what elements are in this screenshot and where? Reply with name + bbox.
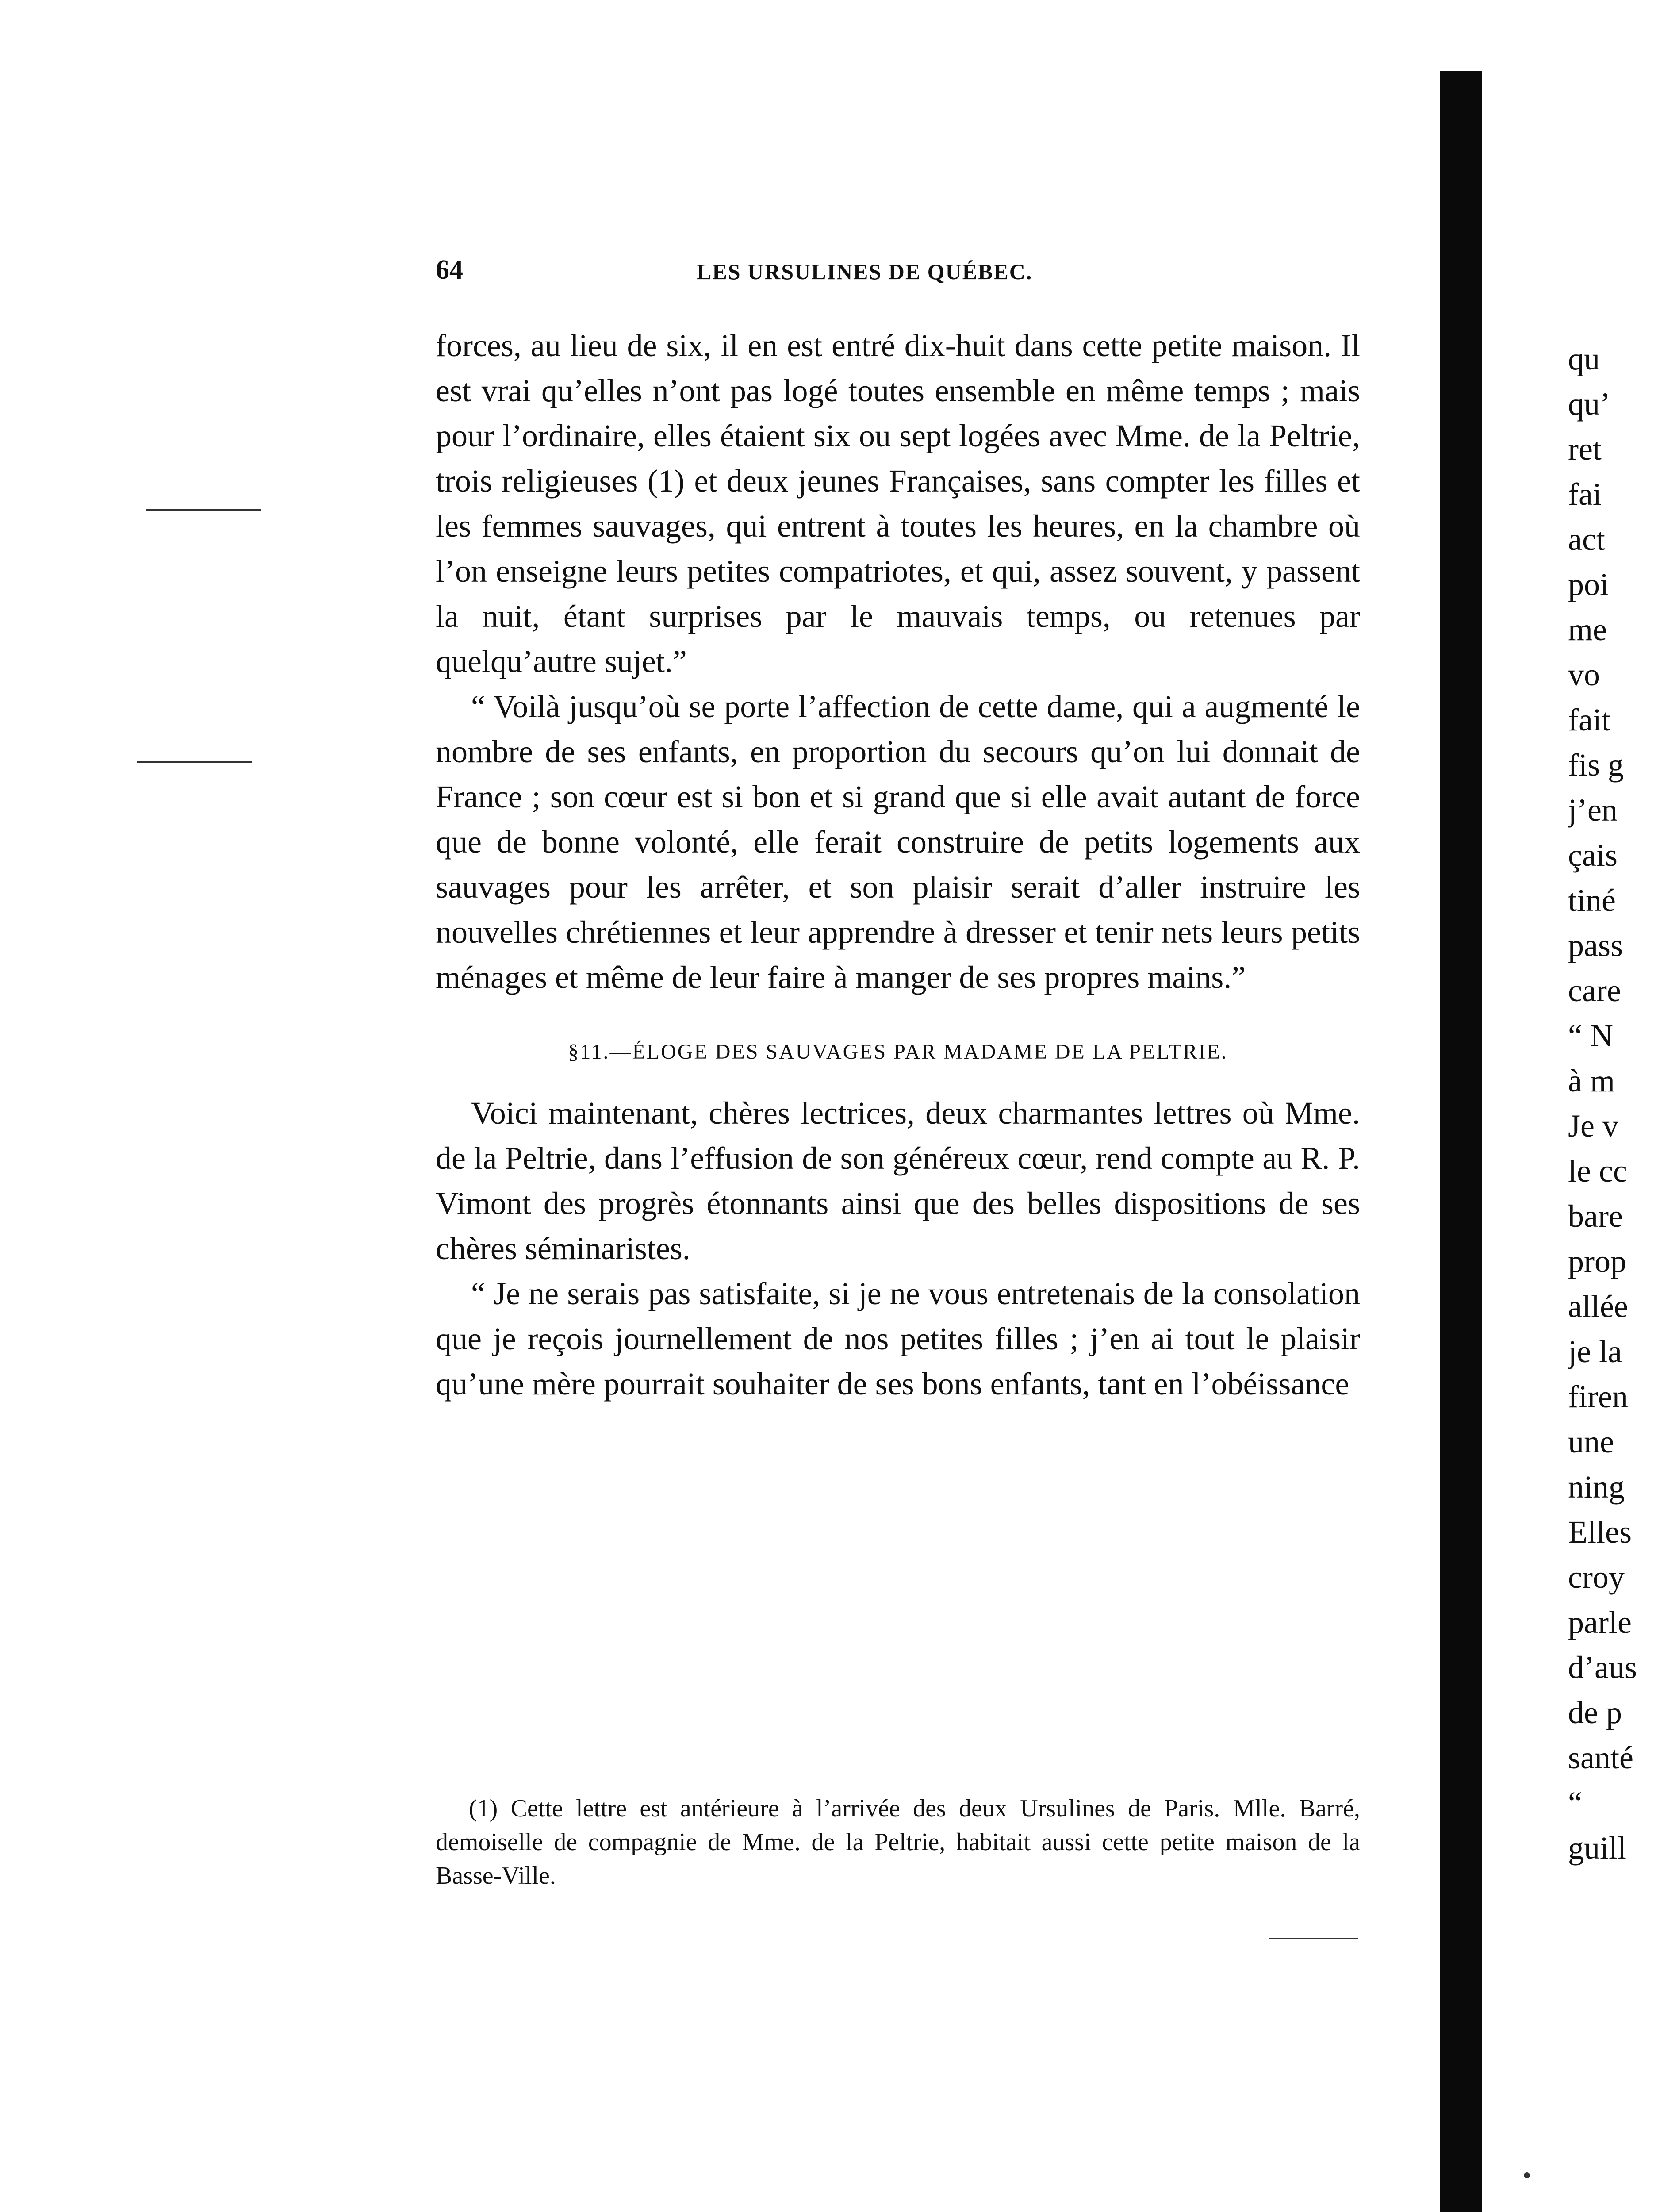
facing-page-line: fis g: [1568, 747, 1624, 783]
facing-page-line: fait: [1568, 702, 1610, 737]
scan-speck: [1524, 2172, 1530, 2178]
facing-page-line: j’en: [1568, 792, 1618, 828]
facing-page-line: une: [1568, 1424, 1614, 1459]
facing-page-line: croy: [1568, 1559, 1625, 1595]
footnote: [436, 1792, 1360, 1893]
facing-page-line: firen: [1568, 1379, 1628, 1414]
facing-page-line: Elles: [1568, 1514, 1632, 1550]
paragraph-3: Voici maintenant, chères lectrices, deux charmantes lettres où Mme. de la Peltrie, dans l’effusion de son généreux cœur, rend compte au R. P. Vimont des progrès étonnants ainsi que des belles dispositions de ses chères séminaristes.: [436, 1095, 1360, 1266]
facing-page-line: prop: [1568, 1244, 1626, 1279]
facing-page-line: tiné: [1568, 883, 1616, 918]
running-head: [436, 254, 1360, 294]
facing-page-line: guill: [1568, 1830, 1627, 1866]
facing-page-line: me: [1568, 612, 1607, 647]
facing-page-line: qu’: [1568, 386, 1610, 422]
facing-page-line: santé: [1568, 1740, 1633, 1775]
scan-speck: [137, 761, 252, 763]
facing-page-line: çais: [1568, 837, 1618, 873]
facing-page-line: “: [1568, 1785, 1582, 1820]
facing-page-line: je la: [1568, 1334, 1622, 1369]
paragraph-4: “ Je ne serais pas satisfaite, si je ne vous entretenais de la consolation que je reçois journellement de nos petites filles ; j’en ai tout le plaisir qu’une mère pourrait souhaiter de ses bons enfants, tant en l’obéissance: [436, 1276, 1360, 1402]
facing-page-line: allée: [1568, 1289, 1628, 1324]
paragraph-2: “ Voilà jusqu’où se porte l’affection de cette dame, qui a augmenté le nombre de ses enfants, en proportion du secours qu’on lui donnait de France ; son cœur est si bon et si grand que si elle avait autant de force que de bonne volonté, elle ferait construire de petits logements aux sauvages pour les arrêter, et son plaisir serait d’aller instruire les nouvelles chrétiennes et leur apprendre à dresser et tenir nets leurs petits ménages et même de leur faire à manger de ses propres mains.”: [436, 689, 1360, 995]
facing-page-line: ret: [1568, 431, 1602, 467]
facing-page-line: “ N: [1568, 1018, 1613, 1053]
facing-page-line: fai: [1568, 476, 1602, 512]
paragraph-1: forces, au lieu de six, il en est entré dix-huit dans cette petite maison. Il est vrai qu’elles n’ont pas logé toutes ensemble en même temps ; mais pour l’ordinaire, elles étaient six ou sept logées avec Mme. de la Peltrie, trois religieuses (1) et deux jeunes Françaises, sans compter les filles et les femmes sauvages, qui entrent à toutes les heures, en la chambre où l’on enseigne leurs petites compatriotes, et qui, assez souvent, y passent la nuit, étant surprises par le mauvais temps, ou retenues par quelqu’autre sujet.”: [436, 328, 1360, 679]
facing-page-line: bare: [1568, 1198, 1623, 1234]
section-heading: [436, 1040, 1360, 1064]
facing-page-line: à m: [1568, 1063, 1615, 1098]
facing-page-line: qu: [1568, 341, 1600, 376]
facing-page-line: poi: [1568, 567, 1609, 602]
scan-speck: [1269, 1938, 1358, 1939]
facing-page-line: parle: [1568, 1605, 1632, 1640]
facing-page-line: act: [1568, 522, 1605, 557]
main-text-block: [436, 323, 1360, 1406]
facing-page-line: ning: [1568, 1469, 1625, 1505]
facing-page-line: Je v: [1568, 1108, 1618, 1144]
section-title: ÉLOGE DES SAUVAGES PAR MADAME DE LA PELTRIE.: [632, 1040, 1228, 1064]
book-gutter-shadow: [1440, 71, 1482, 2212]
scan-speck: [146, 509, 261, 511]
page-number: 64: [436, 255, 463, 285]
facing-page-line: de p: [1568, 1695, 1622, 1730]
facing-page-line: le cc: [1568, 1153, 1627, 1189]
facing-page-line: pass: [1568, 928, 1623, 963]
facing-page-fragment: [1568, 336, 1674, 2106]
footnote-text: (1) Cette lettre est antérieure à l’arrivée des deux Ursulines de Paris. Mlle. Barré, demoiselle de compagnie de Mme. de la Peltrie, habitait aussi cette petite maison de la Basse-Ville.: [436, 1795, 1360, 1889]
facing-page-line: care: [1568, 973, 1621, 1008]
facing-page-line: d’aus: [1568, 1650, 1637, 1685]
section-number: §11.—: [568, 1040, 632, 1064]
running-title: LES URSULINES DE QUÉBEC.: [697, 259, 1033, 284]
facing-page-line: vo: [1568, 657, 1600, 692]
